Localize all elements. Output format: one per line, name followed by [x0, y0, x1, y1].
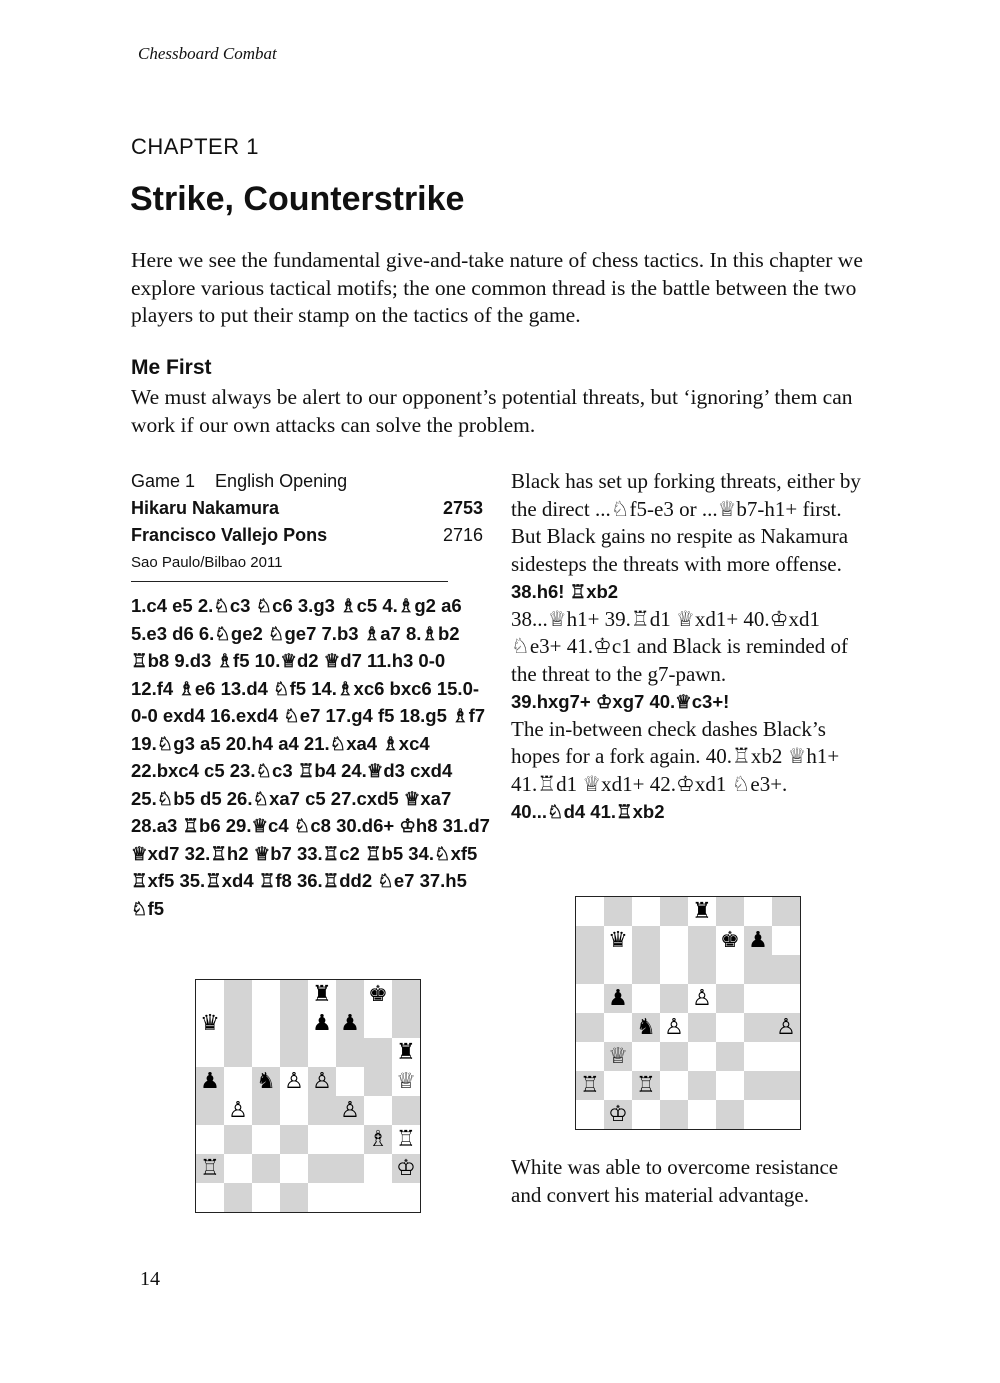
chess-piece-square: ♚	[364, 980, 392, 1009]
board-square	[308, 1183, 336, 1212]
chess-piece-square: ♟	[196, 1067, 224, 1096]
board-square	[280, 1009, 308, 1038]
board-square	[576, 1042, 604, 1071]
board-square	[604, 897, 632, 926]
board-square	[336, 1038, 364, 1067]
board-square	[280, 1183, 308, 1212]
board-square	[772, 1071, 800, 1100]
commentary-paragraph: 38...♕h1+ 39.♖d1 ♕xd1+ 40.♔xd1 ♘e3+ 41.♔c1 and Black is reminded of the threat to the g7-pawn.	[511, 606, 848, 686]
section-heading: Me First	[131, 356, 212, 379]
board-square	[224, 1154, 252, 1183]
chapter-title: Strike, Counterstrike	[130, 180, 465, 218]
board-square	[772, 984, 800, 1013]
white-rating: 2753	[442, 498, 483, 518]
board-square	[716, 897, 744, 926]
board-square	[196, 980, 224, 1009]
board-square	[688, 1042, 716, 1071]
chess-piece-square: ♕	[392, 1067, 420, 1096]
board-square	[252, 1154, 280, 1183]
chess-piece-square: ♞	[632, 1013, 660, 1042]
chess-piece-square: ♛	[196, 1009, 224, 1038]
board-square	[308, 1096, 336, 1125]
board-square	[392, 1009, 420, 1038]
main-line-move: 39.hxg7+ ♔xg7 40.♕c3+!	[511, 691, 730, 712]
board-square	[716, 1013, 744, 1042]
board-square	[336, 980, 364, 1009]
chess-piece-square: ♜	[392, 1038, 420, 1067]
chess-piece-square: ♟	[336, 1009, 364, 1038]
board-square	[688, 1100, 716, 1129]
board-square	[364, 1038, 392, 1067]
board-square	[308, 1154, 336, 1183]
board-square	[576, 926, 604, 955]
main-line-move: 38.h6! ♖xb2	[511, 581, 619, 602]
chess-piece-square: ♕	[604, 1042, 632, 1071]
chess-piece-square: ♙	[224, 1096, 252, 1125]
board-square	[772, 897, 800, 926]
chess-piece-square: ♙	[772, 1013, 800, 1042]
board-square	[604, 1071, 632, 1100]
board-square	[224, 1067, 252, 1096]
chess-piece-square: ♞	[252, 1067, 280, 1096]
chess-piece-square: ♛	[604, 926, 632, 955]
main-line-move: 40...♘d4 41.♖xb2	[511, 801, 665, 822]
board-square	[280, 1096, 308, 1125]
chess-piece-square: ♙	[308, 1067, 336, 1096]
board-square	[224, 980, 252, 1009]
board-square	[336, 1067, 364, 1096]
game-column	[131, 468, 491, 922]
board-square	[604, 1013, 632, 1042]
chess-diagram-1	[195, 979, 421, 1213]
game-venue: Sao Paulo/Bilbao 2011	[131, 554, 283, 571]
board-square	[744, 897, 772, 926]
chess-piece-square: ♙	[280, 1067, 308, 1096]
chess-piece-square: ♔	[604, 1100, 632, 1129]
board-square	[364, 1009, 392, 1038]
board-square	[632, 897, 660, 926]
board-square	[772, 1042, 800, 1071]
board-square	[364, 1154, 392, 1183]
board-square	[280, 1038, 308, 1067]
board-square	[744, 1100, 772, 1129]
board-square	[744, 1013, 772, 1042]
conclusion-paragraph: White was able to overcome resistance and convert his material advantage.	[511, 1155, 839, 1207]
board-square	[744, 1071, 772, 1100]
game-number: Game 1	[131, 471, 196, 491]
chess-piece-square: ♖	[576, 1071, 604, 1100]
board-square	[364, 1067, 392, 1096]
board-square	[660, 926, 688, 955]
board-square	[392, 1096, 420, 1125]
board-square	[252, 1009, 280, 1038]
board-square	[308, 1125, 336, 1154]
board-square	[364, 1096, 392, 1125]
board-square	[308, 1038, 336, 1067]
chess-piece-square: ♖	[392, 1125, 420, 1154]
board-square	[196, 1125, 224, 1154]
chess-piece-square: ♗	[364, 1125, 392, 1154]
white-player: Hikaru Nakamura	[131, 498, 280, 518]
board-square	[252, 1125, 280, 1154]
commentary-paragraph: Black has set up forking threats, either by the direct ...♘f5-e3 or ...♕b7-h1+ first. But Black gains no respite as Nakamura sidesteps the threats with more offense.	[511, 469, 861, 576]
chess-piece-square: ♚	[716, 926, 744, 955]
board-square	[688, 1071, 716, 1100]
board-square	[688, 926, 716, 955]
chess-piece-square: ♜	[308, 980, 336, 1009]
board-square	[576, 955, 604, 984]
game-opening: English Opening	[215, 471, 348, 491]
intro-paragraph: Here we see the fundamental give-and-take nature of chess tactics. In this chapter we explore various tactical motifs; the one common thread is the battle between the two players to put their stamp on the tactics of the game.	[131, 248, 863, 327]
game-venue-row	[131, 549, 491, 576]
board-square	[660, 955, 688, 984]
game-header	[131, 468, 491, 495]
board-square	[772, 955, 800, 984]
board-square	[576, 984, 604, 1013]
board-square	[772, 926, 800, 955]
board-square	[252, 1096, 280, 1125]
board-square	[224, 1038, 252, 1067]
board-square	[280, 980, 308, 1009]
board-square	[252, 1183, 280, 1212]
board-square	[252, 1038, 280, 1067]
chess-piece-square: ♙	[660, 1013, 688, 1042]
page-number: 14	[140, 1268, 160, 1290]
conclusion-block	[511, 1154, 871, 1209]
white-player-row	[131, 495, 483, 522]
board-square	[660, 1042, 688, 1071]
board-square	[716, 1100, 744, 1129]
board-square	[660, 1100, 688, 1129]
board-square	[744, 1042, 772, 1071]
chess-piece-square: ♙	[688, 984, 716, 1013]
board-square	[604, 955, 632, 984]
board-square	[224, 1009, 252, 1038]
board-square	[660, 897, 688, 926]
board-square	[576, 1100, 604, 1129]
chess-piece-square: ♜	[688, 897, 716, 926]
running-head: Chessboard Combat	[138, 44, 277, 63]
board-square	[632, 955, 660, 984]
board-square	[280, 1154, 308, 1183]
board-square	[196, 1183, 224, 1212]
board-square	[744, 984, 772, 1013]
chess-piece-square: ♙	[336, 1096, 364, 1125]
board-square	[632, 1100, 660, 1129]
commentary-column	[511, 468, 871, 826]
board-square	[336, 1154, 364, 1183]
black-player: Francisco Vallejo Pons	[131, 525, 328, 545]
board-square	[716, 984, 744, 1013]
game-divider	[131, 581, 448, 582]
board-square	[716, 955, 744, 984]
board-square	[280, 1125, 308, 1154]
board-square	[576, 897, 604, 926]
game-moves: 1.c4 e5 2.♘c3 ♘c6 3.g3 ♗c5 4.♗g2 a6 5.e3 d6 6.♘ge2 ♘ge7 7.b3 ♗a7 8.♗b2 ♖b8 9.d3 ♗f5 10.♕d2 ♕d7 11.h3 0-0 12.f4 ♗e6 13.d4 ♘f5 14.♗xc6 bxc6 15.0-0-0 exd4 16.exd4 ♘e7 17.g4 f5 18.g5 ♗f7 19.♘g3 a5 20.h4 a4 21.♘xa4 ♗xc4 22.bxc4 c5 23.♘c3 ♖b4 24.♕d3 cxd4 25.♘b5 d5 26.♘xa7 c5 27.cxd5 ♕xa7 28.a3 ♖b6 29.♕c4 ♘c8 30.d6+ ♔h8 31.d7 ♕xd7 32.♖h2 ♕b7 33.♖c2 ♖b5 34.♘xf5 ♖xf5 35.♖xd4 ♖f8 36.♖dd2 ♘e7 37.h5 ♘f5	[131, 595, 490, 919]
board-square	[196, 1038, 224, 1067]
board-square	[196, 1096, 224, 1125]
board-square	[688, 955, 716, 984]
chess-piece-square: ♔	[392, 1154, 420, 1183]
section-paragraph: We must always be alert to our opponent’s potential threats, but ‘ignoring’ them can work if our own attacks can solve the problem.	[131, 385, 853, 437]
chess-piece-square: ♟	[308, 1009, 336, 1038]
board-square	[716, 1071, 744, 1100]
board-square	[632, 1042, 660, 1071]
chess-piece-square: ♖	[196, 1154, 224, 1183]
board-square	[252, 980, 280, 1009]
board-square	[632, 984, 660, 1013]
board-square	[632, 926, 660, 955]
board-square	[336, 1125, 364, 1154]
board-square	[224, 1183, 252, 1212]
board-square	[744, 955, 772, 984]
chapter-label: CHAPTER 1	[131, 134, 259, 159]
board-square	[660, 1071, 688, 1100]
board-square	[688, 1013, 716, 1042]
commentary-paragraph: The in-between check dashes Black’s hopes for a fork again. 40.♖xb2 ♕h1+ 41.♖d1 ♕xd1+ 42.♔xd1 ♘e3+.	[511, 716, 840, 796]
black-rating: 2716	[442, 525, 483, 545]
board-square	[576, 1013, 604, 1042]
chess-piece-square: ♖	[632, 1071, 660, 1100]
board-square	[224, 1125, 252, 1154]
chess-diagram-2	[575, 896, 801, 1130]
board-square	[660, 984, 688, 1013]
black-player-row	[131, 522, 483, 549]
chess-piece-square: ♟	[604, 984, 632, 1013]
chess-piece-square: ♟	[744, 926, 772, 955]
board-square	[392, 980, 420, 1009]
board-square	[716, 1042, 744, 1071]
